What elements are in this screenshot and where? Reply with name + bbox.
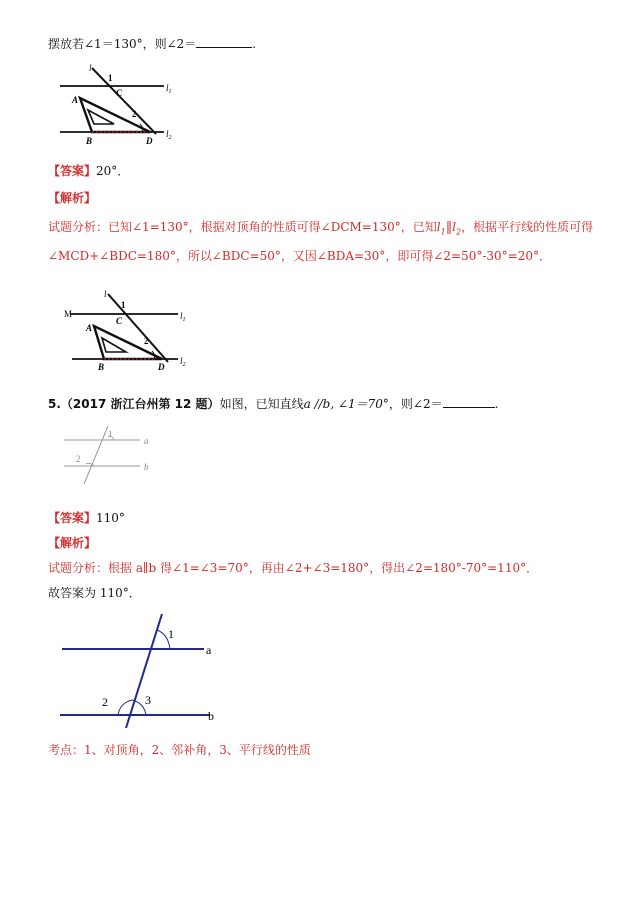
label-l1-main: l <box>166 83 169 93</box>
answer-2 <box>48 510 125 526</box>
answer-2-value: 110° <box>96 511 125 525</box>
label-angle-3: 3 <box>145 693 151 707</box>
label-a: a <box>206 643 212 657</box>
answer-1-value: 20°． <box>96 164 130 178</box>
analysis-1-text-a: 试题分析：已知∠1=130°，根据对顶角的性质可得∠DCM=130°，已知 <box>48 220 437 234</box>
q4-period: . <box>252 37 257 51</box>
label-l: l <box>89 63 92 73</box>
label-angle-2: 2 <box>76 454 81 464</box>
q4-answer-blank <box>196 36 252 48</box>
analysis-1-text-b: ，根据平行线的性质可得 <box>461 220 594 234</box>
label-l2-main: l <box>180 356 183 366</box>
analysis-1-l1-sub: 1 <box>440 227 446 237</box>
transversal <box>126 614 162 728</box>
analysis-1-l1 <box>436 220 446 237</box>
analysis-1-line-1 <box>48 219 593 240</box>
analysis-2-line-2: 故答案为 110°． <box>48 586 141 600</box>
q5-prompt-math: a //b, ∠1＝70° <box>303 397 389 411</box>
figure-parallel-lines-small <box>60 424 160 486</box>
label-l2-sub: 2 <box>168 135 172 141</box>
label-a: a <box>144 436 149 446</box>
q5-number: 5. <box>48 397 61 411</box>
answer-2-tag: 【答案】 <box>48 511 97 525</box>
q5-prompt <box>48 396 498 412</box>
label-b: B <box>86 136 93 146</box>
kaodian-line: 考点：1、对顶角，2、邻补角，3、平行线的性质 <box>48 743 311 757</box>
analysis-1-tag: 【解析】 <box>48 191 97 205</box>
label-b: B <box>98 362 105 370</box>
figure-triangle-ruler-2 <box>64 286 204 370</box>
label-l2 <box>166 129 172 141</box>
label-l2 <box>180 356 186 368</box>
q5-prompt-b: ，则∠2＝ <box>388 397 443 411</box>
label-d: D <box>146 136 153 146</box>
parallel-symbol: ‖ <box>445 220 453 235</box>
label-angle-1: 1 <box>121 300 126 310</box>
label-c: C <box>116 88 123 98</box>
label-l1-main: l <box>180 311 183 321</box>
figure-parallel-lines-large <box>56 612 226 730</box>
label-angle-1: 1 <box>168 627 174 641</box>
answer-1-tag: 【答案】 <box>48 164 97 178</box>
q5-answer-blank <box>443 396 495 408</box>
label-b: b <box>144 462 149 472</box>
label-l1-sub: 1 <box>182 317 186 323</box>
label-l1-sub: 1 <box>168 89 172 95</box>
analysis-2-tag: 【解析】 <box>48 536 97 550</box>
label-l1 <box>166 83 172 95</box>
analysis-1-l2-main: l <box>452 220 457 234</box>
label-d: D <box>158 362 165 370</box>
analysis-2-line-1: 试题分析：根据 a∥b 得∠1=∠3=70°，再由∠2+∠3=180°，得出∠2=180°-70°=110°． <box>48 561 539 575</box>
analysis-1-l2 <box>452 220 462 237</box>
q4-prompt <box>48 36 256 52</box>
label-a: A <box>86 323 93 333</box>
label-angle-2: 2 <box>144 336 149 346</box>
q5-period: . <box>494 397 499 411</box>
label-a: A <box>72 95 79 105</box>
label-l: l <box>104 289 107 299</box>
label-b: b <box>208 709 214 723</box>
analysis-1-l2-sub: 2 <box>456 227 462 237</box>
q5-source: （2017 浙江台州第 12 题） <box>60 397 220 411</box>
analysis-1-l1-main: l <box>436 220 441 234</box>
answer-1 <box>48 163 129 179</box>
label-angle-2: 2 <box>102 695 108 709</box>
q5-prompt-a: 如图，已知直线 <box>219 397 304 411</box>
label-l2-sub: 2 <box>182 362 186 368</box>
figure-triangle-ruler-1 <box>56 62 186 146</box>
label-m: M <box>64 309 73 319</box>
label-angle-1: 1 <box>108 429 113 439</box>
label-c: C <box>116 316 123 326</box>
label-angle-1: 1 <box>108 73 113 83</box>
q4-prompt-text: 摆放若∠1＝130°，则∠2＝ <box>48 37 197 51</box>
label-l1 <box>180 311 186 323</box>
analysis-1-line-2: ∠MCD+∠BDC=180°，所以∠BDC=50°，又因∠BDA=30°，即可得∠2=50°-30°=20°． <box>48 249 551 263</box>
transversal <box>84 426 108 484</box>
label-l2-main: l <box>166 129 169 139</box>
label-angle-2: 2 <box>132 109 137 119</box>
